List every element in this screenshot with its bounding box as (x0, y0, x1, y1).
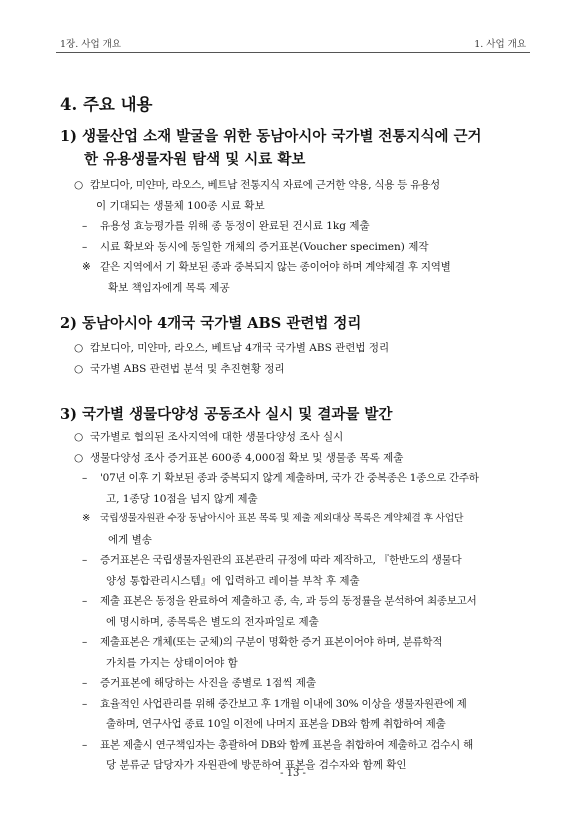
note-mark-icon: ※ (82, 261, 91, 273)
subsection-1-heading-cont: 한 유용생물자원 탐색 및 시료 확보 (84, 151, 306, 168)
list-item-cont: 당 분류군 담당자가 자원관에 방문하여 표본을 검수자와 함께 확인 (106, 759, 407, 771)
list-item-cont: 에 명시하며, 종목록은 별도의 전자파일로 제출 (106, 615, 319, 628)
list-item-cont: 가치를 가지는 상태이어야 함 (106, 656, 238, 669)
dash-bullet-icon: – (82, 595, 87, 607)
page-number: - 13 - (280, 768, 306, 779)
list-item: ○ 캄보디아, 미얀마, 라오스, 베트남 4개국 국가별 ABS 관련법 정리 (60, 338, 528, 359)
dash-bullet-icon: – (82, 220, 88, 232)
header-rule (56, 52, 530, 53)
running-header-chapter: 1장. 사업 개요 (60, 39, 121, 50)
list-item-cont: 이 기대되는 생물체 100종 시료 확보 (96, 199, 265, 212)
subsection-1-heading: 1) 생물산업 소재 발굴을 위한 동남아시아 국가별 전통지식에 근거 (60, 128, 482, 145)
list-item: – 유용성 효능평가를 위해 종 동정이 완료된 건시료 1kg 제출 (60, 216, 528, 237)
list-item-cont: 양성 통합관리시스템』에 입력하고 레이블 부착 후 제출 (106, 574, 360, 587)
dash-bullet-icon: – (82, 738, 87, 751)
list-item: – 제출 표본은 동정을 완료하여 제출하고 종, 속, 과 등의 동정률을 분석하여 최종보고서 (60, 591, 528, 612)
list-item: – 증거표본은 국립생물자원관의 표본관리 규정에 따라 제작하고, 『한반도의 생물다 (60, 550, 528, 571)
subsection-2-body (60, 338, 528, 379)
dash-bullet-icon: – (82, 472, 87, 484)
circle-bullet-icon: ○ (74, 362, 84, 375)
note-mark-icon: ※ (82, 513, 90, 524)
dash-bullet-icon: – (82, 554, 87, 566)
list-item: ○ 국가별로 협의된 조사지역에 대한 생물다양성 조사 실시 (60, 427, 528, 448)
circle-bullet-icon: ○ (74, 342, 84, 354)
list-item: – 증거표본에 해당하는 사진을 종별로 1점씩 제출 (60, 673, 528, 694)
subsection-3-body (60, 427, 528, 776)
dash-bullet-icon: – (82, 636, 87, 648)
list-item: ○ 생물다양성 조사 증거표본 600종 4,000점 확보 및 생물종 목록 제출 (60, 448, 528, 469)
list-item: – 효율적인 사업관리를 위해 중간보고 후 1개월 이내에 30% 이상을 생물자원관에 제 (60, 694, 528, 715)
subsection-2-heading: 2) 동남아시아 4개국 국가별 ABS 관련법 정리 (60, 315, 362, 332)
list-item: – '07년 이후 기 확보된 종과 중복되지 않게 제출하며, 국가 간 중복종은 1종으로 간주하 (60, 468, 528, 489)
page-body (60, 94, 528, 776)
list-item: ○ 캄보디아, 미얀마, 라오스, 베트남 전통지식 자료에 근거한 약용, 식용 등 유용성 (60, 175, 528, 196)
note-item: ※ 같은 지역에서 기 확보된 종과 중복되지 않는 종이어야 하며 계약체결 후 지역별 (60, 257, 528, 278)
subsection-3 (60, 403, 528, 776)
subsection-1 (60, 125, 528, 298)
note-item: ※ 국립생물자원관 수장 동남아시아 표본 목록 및 제출 제외대상 목록은 계약체결 후 사업단 (60, 509, 528, 530)
list-item: ○ 국가별 ABS 관련법 분석 및 추진현황 정리 (60, 359, 528, 380)
circle-bullet-icon: ○ (74, 179, 83, 191)
list-item: – 시료 확보와 동시에 동일한 개체의 증거표본(Voucher specimen) 제작 (60, 237, 528, 258)
list-item-cont: 고, 1종당 10점을 넘지 않게 제출 (106, 492, 258, 505)
list-item: – 표본 제출시 연구책임자는 총괄하여 DB와 함께 표본을 취합하여 제출하고 검수시 해 (60, 735, 528, 756)
note-item-cont: 에게 별송 (108, 533, 152, 546)
list-item: – 제출표본은 개체(또는 군체)의 구분이 명확한 증거 표본이어야 하며, 분류학적 (60, 632, 528, 653)
running-header-section: 1. 사업 개요 (474, 39, 526, 50)
circle-bullet-icon: ○ (74, 431, 84, 443)
dash-bullet-icon: – (82, 697, 87, 710)
list-item-cont: 출하며, 연구사업 종료 10일 이전에 나머지 표본을 DB와 함께 취합하여 제출 (106, 718, 446, 730)
subsection-1-body (60, 175, 528, 298)
dash-bullet-icon: – (82, 240, 88, 253)
subsection-2 (60, 312, 528, 379)
dash-bullet-icon: – (82, 677, 88, 689)
section-title: 4. 주요 내용 (60, 95, 153, 114)
circle-bullet-icon: ○ (74, 451, 84, 464)
note-item-cont: 확보 책임자에게 목록 제공 (108, 281, 230, 294)
subsection-3-heading: 3) 국가별 생물다양성 공동조사 실시 및 결과물 발간 (60, 406, 393, 423)
